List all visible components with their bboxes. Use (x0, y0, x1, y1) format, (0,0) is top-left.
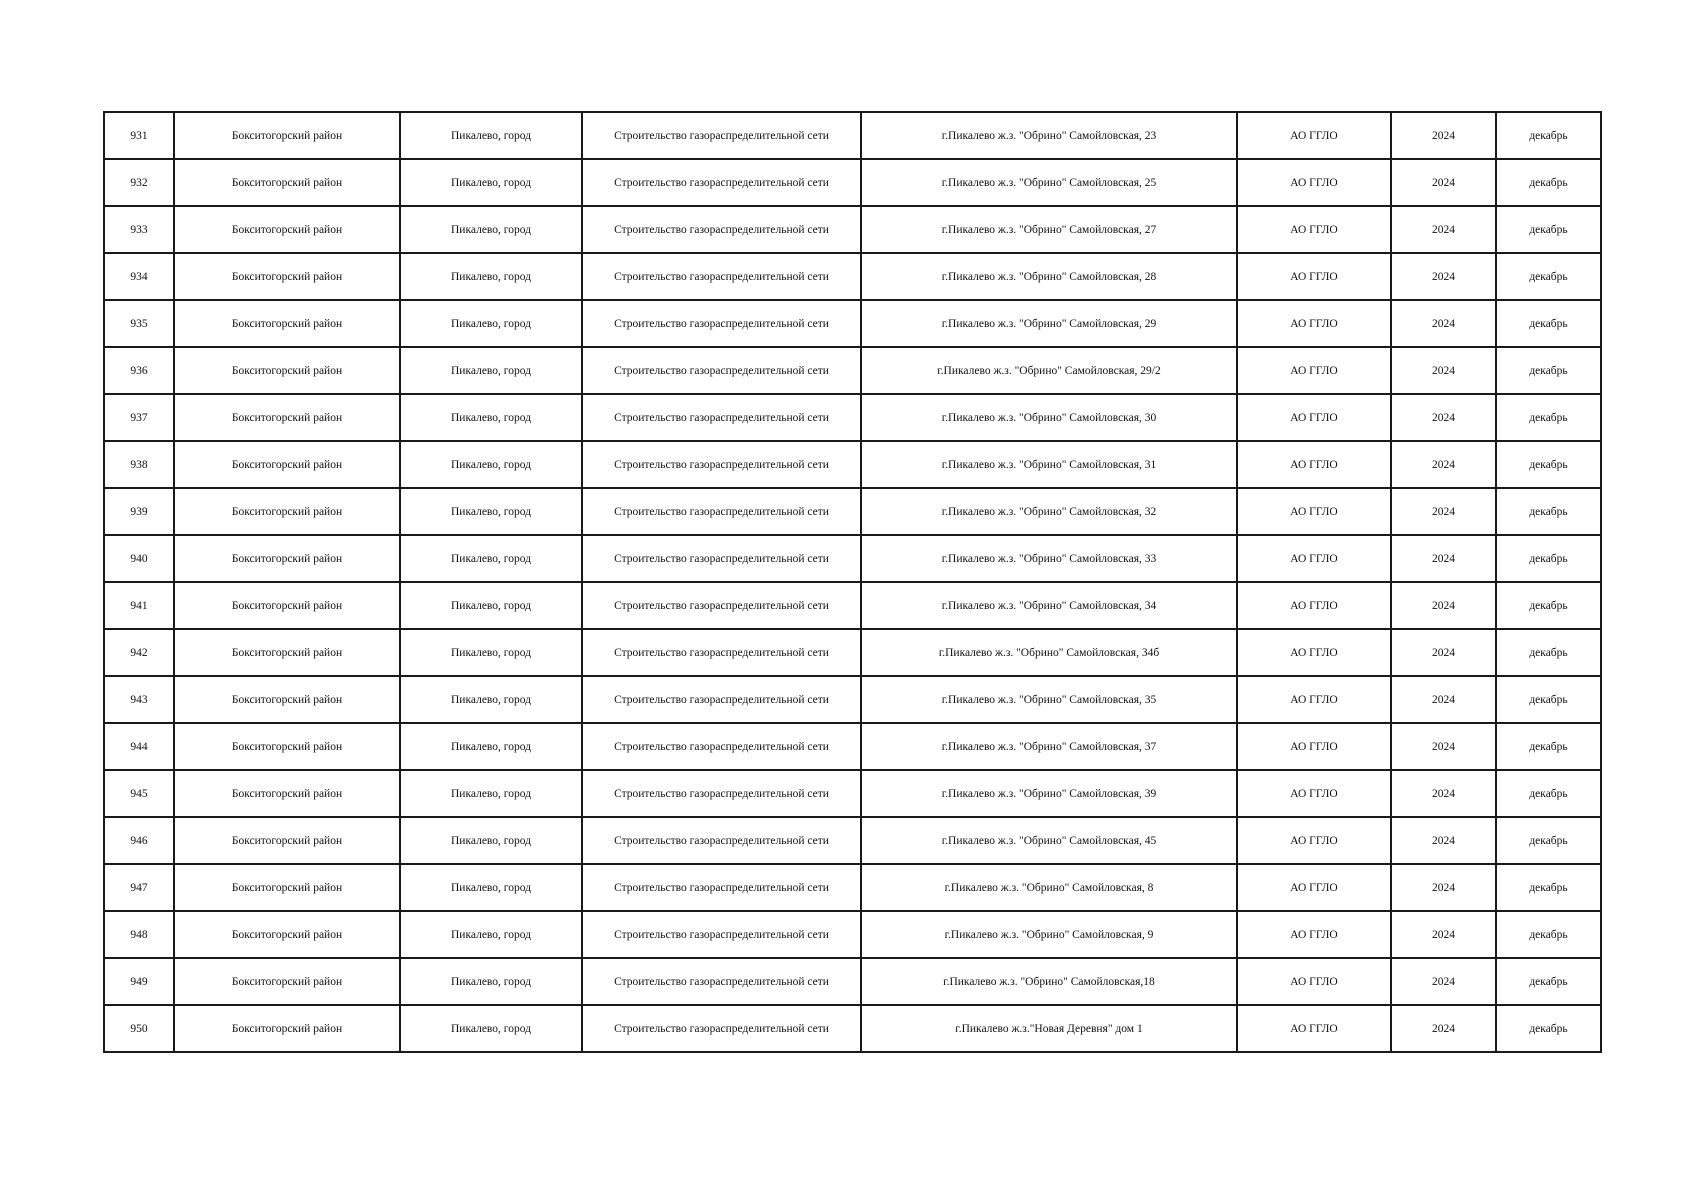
year-cell: 2024 (1391, 958, 1496, 1005)
row-number-cell: 937 (104, 394, 174, 441)
organization-cell: АО ГГЛО (1237, 253, 1391, 300)
year-cell: 2024 (1391, 347, 1496, 394)
settlement-cell: Пикалево, город (400, 488, 582, 535)
address-cell: г.Пикалево ж.з. "Обрино" Самойловская, 33 (861, 535, 1237, 582)
work-type-cell: Строительство газораспределительной сети (582, 1005, 861, 1052)
work-type-cell: Строительство газораспределительной сети (582, 488, 861, 535)
row-number-cell: 942 (104, 629, 174, 676)
settlement-cell: Пикалево, город (400, 1005, 582, 1052)
table-row (104, 488, 1601, 535)
month-cell: декабрь (1496, 159, 1601, 206)
organization-cell: АО ГГЛО (1237, 347, 1391, 394)
table-body (104, 112, 1601, 1052)
organization-cell: АО ГГЛО (1237, 582, 1391, 629)
work-type-cell: Строительство газораспределительной сети (582, 582, 861, 629)
work-type-cell: Строительство газораспределительной сети (582, 394, 861, 441)
year-cell: 2024 (1391, 206, 1496, 253)
work-type-cell: Строительство газораспределительной сети (582, 676, 861, 723)
table-row (104, 347, 1601, 394)
row-number-cell: 933 (104, 206, 174, 253)
month-cell: декабрь (1496, 441, 1601, 488)
address-cell: г.Пикалево ж.з. "Обрино" Самойловская, 30 (861, 394, 1237, 441)
organization-cell: АО ГГЛО (1237, 1005, 1391, 1052)
address-cell: г.Пикалево ж.з. "Обрино" Самойловская, 9 (861, 911, 1237, 958)
organization-cell: АО ГГЛО (1237, 441, 1391, 488)
district-cell: Бокситогорский район (174, 1005, 400, 1052)
table-row (104, 723, 1601, 770)
row-number-cell: 939 (104, 488, 174, 535)
row-number-cell: 947 (104, 864, 174, 911)
organization-cell: АО ГГЛО (1237, 723, 1391, 770)
year-cell: 2024 (1391, 394, 1496, 441)
work-type-cell: Строительство газораспределительной сети (582, 864, 861, 911)
work-type-cell: Строительство газораспределительной сети (582, 441, 861, 488)
address-cell: г.Пикалево ж.з. "Обрино" Самойловская, 25 (861, 159, 1237, 206)
address-cell: г.Пикалево ж.з. "Обрино" Самойловская, 37 (861, 723, 1237, 770)
year-cell: 2024 (1391, 770, 1496, 817)
settlement-cell: Пикалево, город (400, 911, 582, 958)
settlement-cell: Пикалево, город (400, 441, 582, 488)
row-number-cell: 946 (104, 817, 174, 864)
settlement-cell: Пикалево, город (400, 394, 582, 441)
organization-cell: АО ГГЛО (1237, 770, 1391, 817)
settlement-cell: Пикалево, город (400, 723, 582, 770)
organization-cell: АО ГГЛО (1237, 159, 1391, 206)
district-cell: Бокситогорский район (174, 864, 400, 911)
work-type-cell: Строительство газораспределительной сети (582, 159, 861, 206)
row-number-cell: 948 (104, 911, 174, 958)
district-cell: Бокситогорский район (174, 958, 400, 1005)
month-cell: декабрь (1496, 864, 1601, 911)
work-type-cell: Строительство газораспределительной сети (582, 347, 861, 394)
year-cell: 2024 (1391, 253, 1496, 300)
table-row (104, 676, 1601, 723)
settlement-cell: Пикалево, город (400, 582, 582, 629)
month-cell: декабрь (1496, 347, 1601, 394)
district-cell: Бокситогорский район (174, 394, 400, 441)
district-cell: Бокситогорский район (174, 347, 400, 394)
table-row (104, 864, 1601, 911)
month-cell: декабрь (1496, 206, 1601, 253)
organization-cell: АО ГГЛО (1237, 676, 1391, 723)
district-cell: Бокситогорский район (174, 300, 400, 347)
organization-cell: АО ГГЛО (1237, 817, 1391, 864)
settlement-cell: Пикалево, город (400, 817, 582, 864)
year-cell: 2024 (1391, 159, 1496, 206)
address-cell: г.Пикалево ж.з. "Обрино" Самойловская, 32 (861, 488, 1237, 535)
table-row (104, 253, 1601, 300)
table-row (104, 441, 1601, 488)
row-number-cell: 941 (104, 582, 174, 629)
month-cell: декабрь (1496, 723, 1601, 770)
row-number-cell: 934 (104, 253, 174, 300)
month-cell: декабрь (1496, 1005, 1601, 1052)
table-row (104, 1005, 1601, 1052)
address-cell: г.Пикалево ж.з. "Обрино" Самойловская, 27 (861, 206, 1237, 253)
settlement-cell: Пикалево, город (400, 347, 582, 394)
settlement-cell: Пикалево, город (400, 770, 582, 817)
address-cell: г.Пикалево ж.з. "Обрино" Самойловская, 31 (861, 441, 1237, 488)
address-cell: г.Пикалево ж.з. "Обрино" Самойловская, 39 (861, 770, 1237, 817)
district-cell: Бокситогорский район (174, 582, 400, 629)
district-cell: Бокситогорский район (174, 770, 400, 817)
address-cell: г.Пикалево ж.з. "Обрино" Самойловская, 45 (861, 817, 1237, 864)
month-cell: декабрь (1496, 911, 1601, 958)
month-cell: декабрь (1496, 629, 1601, 676)
organization-cell: АО ГГЛО (1237, 112, 1391, 159)
settlement-cell: Пикалево, город (400, 629, 582, 676)
address-cell: г.Пикалево ж.з. "Обрино" Самойловская, 34б (861, 629, 1237, 676)
work-type-cell: Строительство газораспределительной сети (582, 206, 861, 253)
work-type-cell: Строительство газораспределительной сети (582, 911, 861, 958)
organization-cell: АО ГГЛО (1237, 300, 1391, 347)
address-cell: г.Пикалево ж.з. "Обрино" Самойловская, 28 (861, 253, 1237, 300)
table-row (104, 582, 1601, 629)
row-number-cell: 949 (104, 958, 174, 1005)
address-cell: г.Пикалево ж.з."Новая Деревня" дом 1 (861, 1005, 1237, 1052)
address-cell: г.Пикалево ж.з. "Обрино" Самойловская, 8 (861, 864, 1237, 911)
table-row (104, 112, 1601, 159)
table-row (104, 770, 1601, 817)
year-cell: 2024 (1391, 864, 1496, 911)
district-cell: Бокситогорский район (174, 817, 400, 864)
month-cell: декабрь (1496, 817, 1601, 864)
settlement-cell: Пикалево, город (400, 535, 582, 582)
organization-cell: АО ГГЛО (1237, 535, 1391, 582)
month-cell: декабрь (1496, 582, 1601, 629)
district-cell: Бокситогорский район (174, 253, 400, 300)
row-number-cell: 940 (104, 535, 174, 582)
district-cell: Бокситогорский район (174, 112, 400, 159)
district-cell: Бокситогорский район (174, 159, 400, 206)
organization-cell: АО ГГЛО (1237, 488, 1391, 535)
address-cell: г.Пикалево ж.з. "Обрино" Самойловская, 34 (861, 582, 1237, 629)
address-cell: г.Пикалево ж.з. "Обрино" Самойловская, 23 (861, 112, 1237, 159)
district-cell: Бокситогорский район (174, 441, 400, 488)
row-number-cell: 931 (104, 112, 174, 159)
organization-cell: АО ГГЛО (1237, 911, 1391, 958)
row-number-cell: 936 (104, 347, 174, 394)
row-number-cell: 932 (104, 159, 174, 206)
month-cell: декабрь (1496, 394, 1601, 441)
work-type-cell: Строительство газораспределительной сети (582, 723, 861, 770)
organization-cell: АО ГГЛО (1237, 958, 1391, 1005)
row-number-cell: 945 (104, 770, 174, 817)
district-cell: Бокситогорский район (174, 206, 400, 253)
address-cell: г.Пикалево ж.з. "Обрино" Самойловская, 35 (861, 676, 1237, 723)
district-cell: Бокситогорский район (174, 535, 400, 582)
year-cell: 2024 (1391, 629, 1496, 676)
address-cell: г.Пикалево ж.з. "Обрино" Самойловская,18 (861, 958, 1237, 1005)
work-type-cell: Строительство газораспределительной сети (582, 112, 861, 159)
year-cell: 2024 (1391, 1005, 1496, 1052)
settlement-cell: Пикалево, город (400, 958, 582, 1005)
row-number-cell: 944 (104, 723, 174, 770)
settlement-cell: Пикалево, город (400, 253, 582, 300)
year-cell: 2024 (1391, 488, 1496, 535)
month-cell: декабрь (1496, 535, 1601, 582)
month-cell: декабрь (1496, 488, 1601, 535)
district-cell: Бокситогорский район (174, 629, 400, 676)
settlement-cell: Пикалево, город (400, 676, 582, 723)
year-cell: 2024 (1391, 582, 1496, 629)
month-cell: декабрь (1496, 300, 1601, 347)
district-cell: Бокситогорский район (174, 676, 400, 723)
month-cell: декабрь (1496, 676, 1601, 723)
row-number-cell: 943 (104, 676, 174, 723)
table-row (104, 394, 1601, 441)
work-type-cell: Строительство газораспределительной сети (582, 958, 861, 1005)
table-row (104, 958, 1601, 1005)
work-type-cell: Строительство газораспределительной сети (582, 535, 861, 582)
district-cell: Бокситогорский район (174, 488, 400, 535)
district-cell: Бокситогорский район (174, 911, 400, 958)
row-number-cell: 935 (104, 300, 174, 347)
year-cell: 2024 (1391, 112, 1496, 159)
settlement-cell: Пикалево, город (400, 206, 582, 253)
work-type-cell: Строительство газораспределительной сети (582, 300, 861, 347)
table-row (104, 300, 1601, 347)
month-cell: декабрь (1496, 253, 1601, 300)
row-number-cell: 938 (104, 441, 174, 488)
row-number-cell: 950 (104, 1005, 174, 1052)
month-cell: декабрь (1496, 112, 1601, 159)
month-cell: декабрь (1496, 770, 1601, 817)
organization-cell: АО ГГЛО (1237, 864, 1391, 911)
table-row (104, 629, 1601, 676)
year-cell: 2024 (1391, 911, 1496, 958)
district-cell: Бокситогорский район (174, 723, 400, 770)
organization-cell: АО ГГЛО (1237, 629, 1391, 676)
organization-cell: АО ГГЛО (1237, 206, 1391, 253)
table-row (104, 206, 1601, 253)
year-cell: 2024 (1391, 723, 1496, 770)
work-type-cell: Строительство газораспределительной сети (582, 629, 861, 676)
settlement-cell: Пикалево, город (400, 159, 582, 206)
table-row (104, 911, 1601, 958)
gas-network-table (103, 111, 1602, 1053)
year-cell: 2024 (1391, 676, 1496, 723)
settlement-cell: Пикалево, город (400, 864, 582, 911)
work-type-cell: Строительство газораспределительной сети (582, 817, 861, 864)
year-cell: 2024 (1391, 441, 1496, 488)
table-row (104, 159, 1601, 206)
year-cell: 2024 (1391, 817, 1496, 864)
work-type-cell: Строительство газораспределительной сети (582, 770, 861, 817)
year-cell: 2024 (1391, 300, 1496, 347)
month-cell: декабрь (1496, 958, 1601, 1005)
table-row (104, 817, 1601, 864)
address-cell: г.Пикалево ж.з. "Обрино" Самойловская, 29 (861, 300, 1237, 347)
table-row (104, 535, 1601, 582)
year-cell: 2024 (1391, 535, 1496, 582)
settlement-cell: Пикалево, город (400, 112, 582, 159)
organization-cell: АО ГГЛО (1237, 394, 1391, 441)
work-type-cell: Строительство газораспределительной сети (582, 253, 861, 300)
settlement-cell: Пикалево, город (400, 300, 582, 347)
address-cell: г.Пикалево ж.з. "Обрино" Самойловская, 29/2 (861, 347, 1237, 394)
